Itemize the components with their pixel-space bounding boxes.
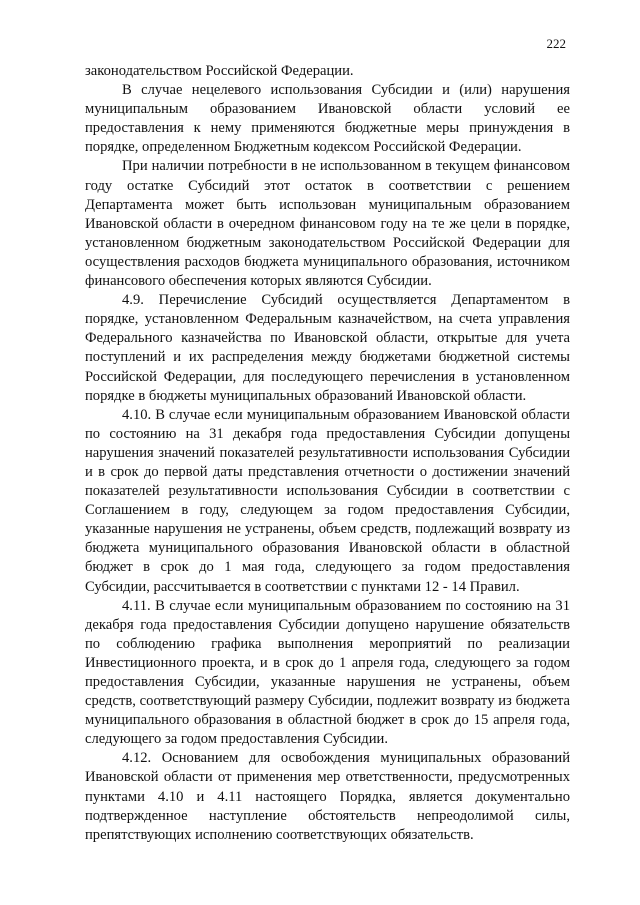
paragraph-4-11: 4.11. В случае если муниципальным образованием по состоянию на 31 декабря года предоставления Субсидии допущено нарушение обязательств по соблюдению графика выполнения мероприятий по реализации Инвестиционного проекта, и в срок до 1 апреля года, следующего за годом предоставления Субсидии, указанные нарушения не устранены, объем средств, соответствующий размеру Субсидии, подлежит возврату из бюджета муниципального образования в областной бюджет в срок до 15 апреля года, следующего за годом предоставления Субсидии. <box>85 597 570 748</box>
paragraph-4-12: 4.12. Основанием для освобождения муниципальных образований Ивановской области от применения мер ответственности, предусмотренных пунктами 4.10 и 4.11 настоящего Порядка, является документально подтвержденное наступление обстоятельств непреодолимой силы, препятствующих исполнению соответствующих обязательств. <box>85 750 570 843</box>
page-number: 222 <box>546 36 566 51</box>
paragraph-misuse-penalties: В случае нецелевого использования Субсидии и (или) нарушения муниципальным образованием Ивановской области условий ее предоставления к нему применяются бюджетные меры принуждения в порядке, определенном Бюджетным кодексом Российской Федерации. <box>85 82 570 156</box>
paragraph-4-9: 4.9. Перечисление Субсидий осуществляется Департаментом в порядке, установленном Федеральным казначейством, на счета управления Федерального казначейства по Ивановской области, открытые для учета поступлений и их распределения между бюджетами бюджетной системы Российской Федерации, для последующего перечисления в установленном порядке в бюджеты муниципальных образований Ивановской области. <box>85 292 570 404</box>
paragraph-continuation: законодательством Российской Федерации. <box>85 63 354 79</box>
paragraph-4-10: 4.10. В случае если муниципальным образованием Ивановской области по состоянию на 31 декабря года предоставления Субсидии допущены нарушения значений показателей результативности использования Субсидии и в срок до первой даты представления отчетности о достижении значений показателей результативности использования Субсидии в соответствии с Соглашением в году, следующем за годом предоставления Субсидии, указанные нарушения не устранены, объем средств, подлежащий возврату из бюджета муниципального образования Ивановской области в областной бюджет в срок до 1 мая года, следующего за годом предоставления Субсидии, рассчитывается в соответствии с пунктами 12 - 14 Правил. <box>85 406 570 595</box>
document-body <box>85 62 570 845</box>
paragraph-unused-balance: При наличии потребности в не использованном в текущем финансовом году остатке Субсидий этот остаток в соответствии с решением Департамента может быть использован муниципальным образованием Ивановской области в очередном финансовом году на те же цели в порядке, установленном бюджетным законодательством Российской Федерации для осуществления расходов бюджета муниципального образования, источником финансового обеспечения которых являются Субсидии. <box>85 158 570 290</box>
